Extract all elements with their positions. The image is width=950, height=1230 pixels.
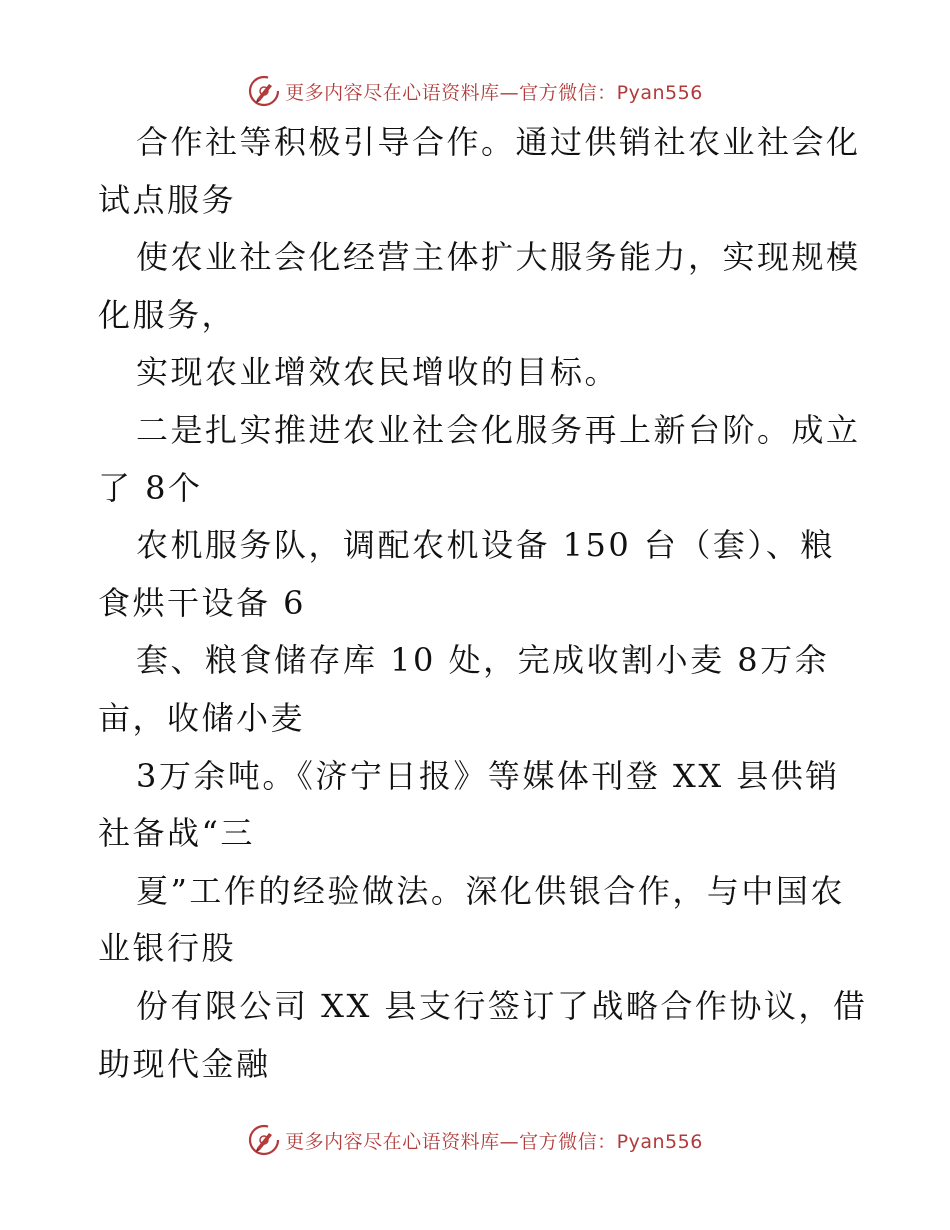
text-line: 夏”工作的经验做法。深化供银合作，与中国农 (136, 871, 845, 910)
header-banner (0, 71, 950, 111)
document-body (98, 114, 868, 1093)
text-line: 试点服务 (98, 180, 237, 219)
text-line: 使农业社会化经营主体扩大服务能力，实现规模 (136, 238, 861, 277)
text-line: 农机服务队，调配农机设备 150 台（套）、粮 (136, 526, 835, 565)
pen-circle-logo-icon (247, 74, 281, 108)
text-line: 份有限公司 XX 县支行签订了战略合作协议，借 (136, 986, 868, 1025)
text-line: 食烘干设备 6 (98, 583, 307, 622)
text-line: 化服务， (98, 295, 237, 334)
header-banner-text: 更多内容尽在心语资料库—官方微信：Pyan556 (285, 81, 703, 104)
text-line: 业银行股 (98, 929, 237, 968)
text-line: 了 8个 (98, 468, 203, 507)
text-line: 套、粮食储存库 10 处，完成收割小麦 8万余 (136, 641, 830, 680)
text-line: 3万余吨。《济宁日报》等媒体刊登 XX 县供销 (136, 756, 840, 795)
footer-banner (0, 1120, 950, 1160)
text-line: 亩，收储小麦 (98, 698, 306, 737)
text-line: 社备战“三 (98, 814, 255, 853)
text-line: 二是扎实推进农业社会化服务再上新台阶。成立 (136, 410, 861, 449)
footer-banner-text: 更多内容尽在心语资料库—官方微信：Pyan556 (285, 1130, 703, 1153)
text-line: 合作社等积极引导合作。通过供销社农业社会化 (136, 123, 861, 161)
text-line: 实现农业增效农民增收的目标。 (136, 353, 620, 392)
text-line: 助现代金融 (98, 1044, 271, 1083)
pen-circle-logo-icon (247, 1123, 281, 1157)
